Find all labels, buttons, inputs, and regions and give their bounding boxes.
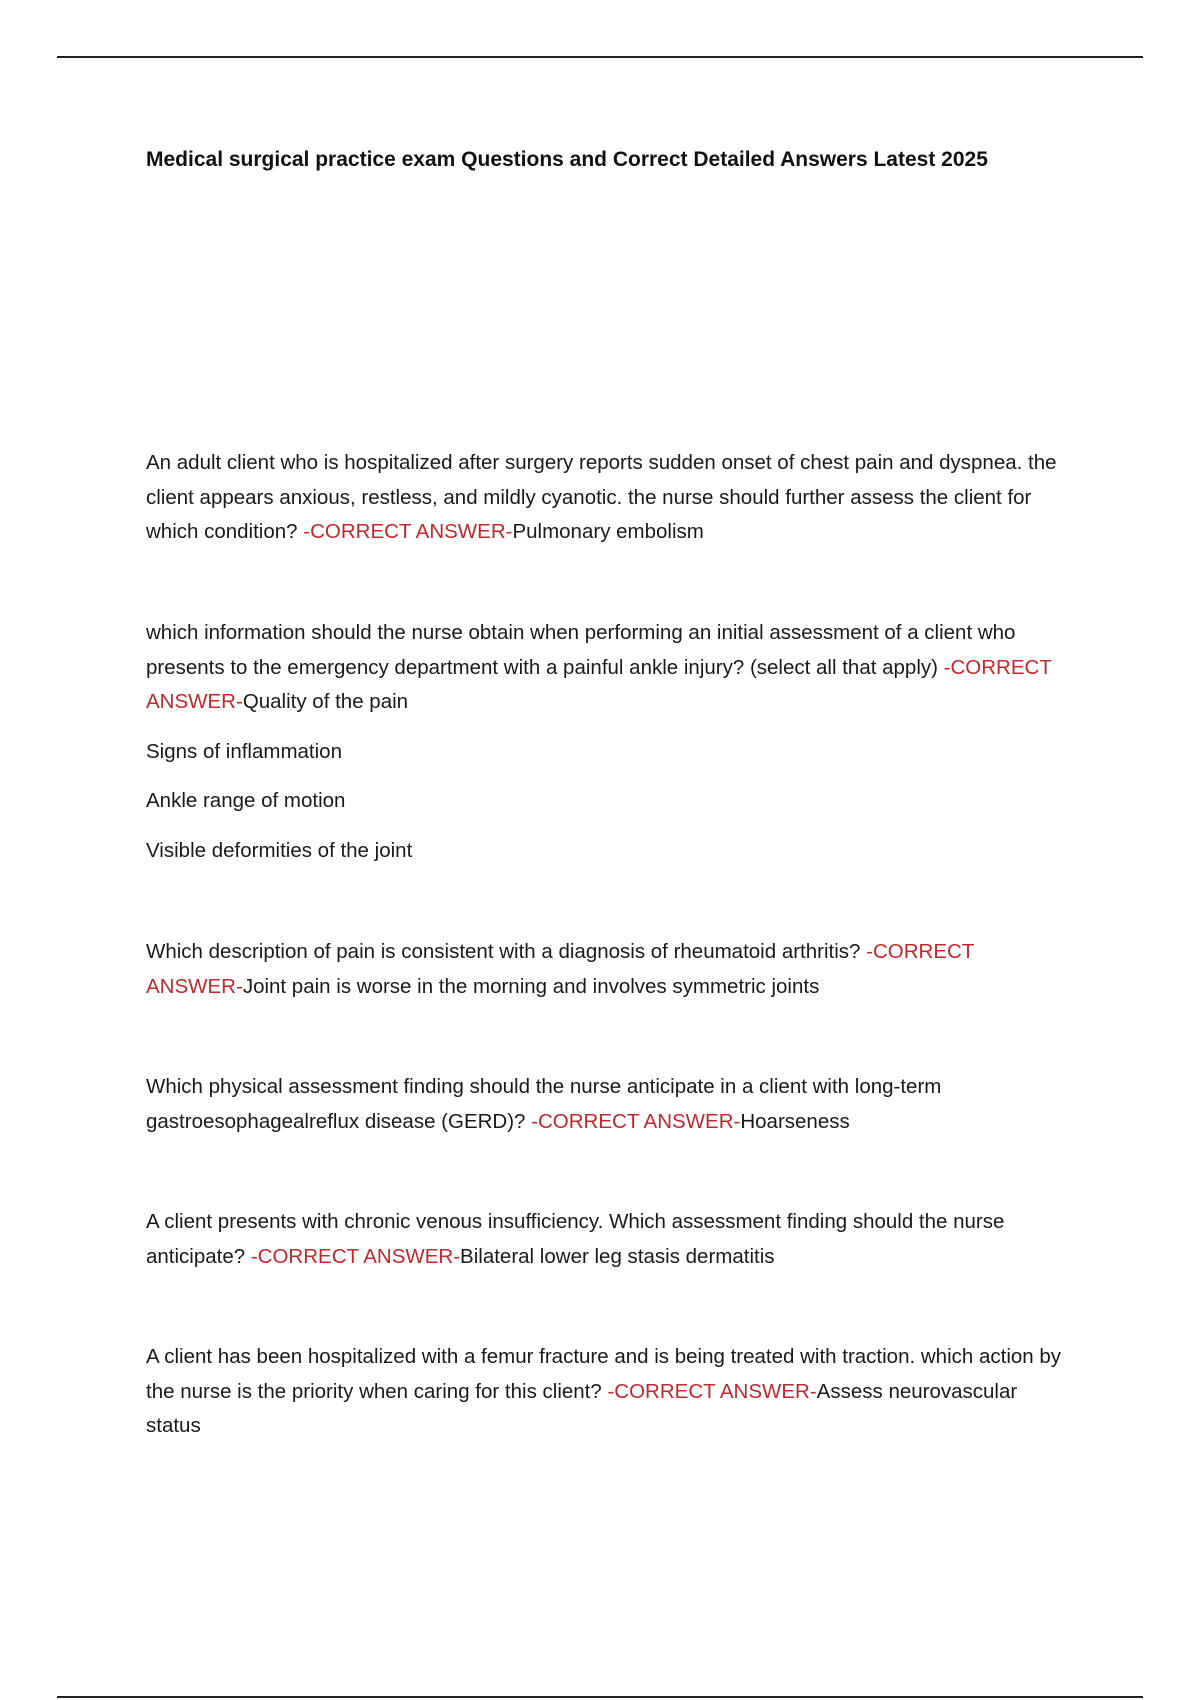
answer-text: Joint pain is worse in the morning and involves symmetric joints: [242, 974, 820, 998]
additional-answer: Signs of inflammation: [146, 740, 342, 763]
answer-text: Pulmonary embolism: [512, 520, 704, 543]
answer-marker: -CORRECT ANSWER-: [146, 940, 974, 998]
qa-item-6: [146, 1340, 1066, 1444]
question-text: Which description of pain is consistent with a diagnosis of rheumatoid arthritis?: [146, 940, 867, 963]
qa-item-5: [146, 1205, 1066, 1274]
header-rule: [57, 56, 1143, 58]
answer-marker: -CORRECT ANSWER-: [607, 1379, 817, 1403]
additional-answer: Visible deformities of the joint: [146, 839, 413, 862]
question-text: An adult client who is hospitalized after surgery reports sudden onset of chest pain and dyspnea. the client appears anxious, restless, and mildly cyanotic. the nurse should further assess the client for which condition?: [146, 451, 1057, 543]
answer-text: Quality of the pain: [242, 690, 409, 713]
answer-marker: -CORRECT ANSWER-: [146, 655, 1052, 713]
footer-rule: [57, 1696, 1143, 1698]
document-title: Medical surgical practice exam Questions and Correct Detailed Answers Latest 2025: [146, 148, 988, 171]
question-text: which information should the nurse obtain when performing an initial assessment of a client who presents to the emergency department with a painful ankle injury? (select all that apply): [146, 621, 1016, 679]
additional-answer: Ankle range of motion: [146, 789, 346, 812]
answer-marker: -CORRECT ANSWER-: [303, 520, 513, 543]
question-text: Which physical assessment finding should the nurse anticipate in a client with long-term gastroesophagealreflux disease (GERD)?: [146, 1075, 942, 1133]
answer-text: Hoarseness: [740, 1109, 850, 1133]
question-text: A client presents with chronic venous insufficiency. Which assessment finding should the nurse anticipate?: [146, 1210, 1005, 1268]
question-text: A client has been hospitalized with a femur fracture and is being treated with traction. which action by the nurse is the priority when caring for this client?: [146, 1345, 1062, 1403]
answer-text: Bilateral lower leg stasis dermatitis: [460, 1244, 775, 1268]
answer-text: Assess neurovascular status: [146, 1379, 1018, 1437]
qa-item-3: [146, 935, 1066, 1004]
answer-marker: -CORRECT ANSWER-: [250, 1244, 461, 1268]
qa-item-2: [146, 616, 1066, 720]
qa-item-1: [146, 446, 1066, 550]
answer-marker: -CORRECT ANSWER-: [531, 1109, 741, 1133]
qa-item-4: [146, 1070, 1066, 1139]
